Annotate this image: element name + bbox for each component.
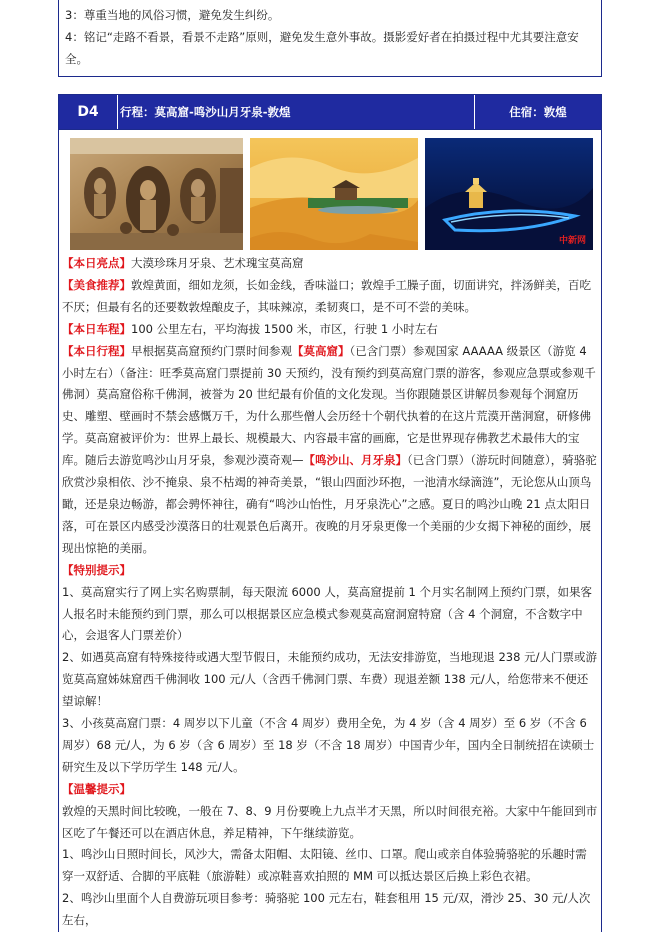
food-line bbox=[62, 275, 598, 319]
warm-item: 2、鸣沙山里面个人自费游玩项目参考：骑骆驼 100 元左右，鞋套租用 15 元/双，滑沙 25、30 元/人次左右， bbox=[62, 891, 591, 928]
highlights-line bbox=[62, 253, 598, 275]
day-route: 行程：莫高窟-鸣沙山月牙泉-敦煌 bbox=[117, 95, 474, 129]
itinerary-paragraph bbox=[62, 341, 598, 560]
special-tag: 【特别提示】 bbox=[62, 562, 131, 577]
photo-watermark: 中新网 bbox=[559, 236, 587, 246]
itinerary-text: （已含门票）参观国家 AAAAA 级景区（游览 4 小时左右）（备注：旺季莫高窟门票提前 30 天预约，没有预约到莫高窟门票的游客，参观应急票或参观千佛洞）莫高窟俗称千佛洞，被誉为 20 世纪最有价值的文化发现。当你跟随景区讲解员参观每个洞窟历史、雕塑、壁画时不禁会感慨万千，为什么那些僧人会历经十个朝代执着的在这片荒漠开凿洞窟，研修佛学。莫高窟被评价为：世界上最长、规模最大、内容最丰富的画廊，它是世界现存佛教艺术最伟大的宝库。随后去游览鸣沙山月牙泉，参观沙漠奇观— bbox=[62, 343, 596, 468]
note-item: 4：铭记“走路不看景，看景不走路”原则，避免发生意外事故。摄影爱好者在拍摄过程中尤其要注意安全。 bbox=[65, 30, 579, 66]
crescent-lake-desert-photo bbox=[250, 138, 418, 250]
photo-strip bbox=[58, 130, 602, 250]
highlights-text: 大漠珍珠月牙泉、艺术瑰宝莫高窟 bbox=[131, 256, 304, 270]
itinerary-text: （已含门票）（游玩时间随意），骑骆驼欣赏沙泉相依、沙不掩泉、泉不枯竭的神奇美景，“银山四面沙环抱，一池清水绿滴涟”，无论您从山顶鸟瞰，还是泉边畅游，都会骋怀神往，确有“鸣沙山怡性，月牙泉洗心”之感。夏日的鸣沙山晚 21 点太阳日落，可在景区内感受沙漠落日的壮观景色后离开。夜晚的月牙泉更像一个美丽的少女揭下神秘的面纱，展现出惊艳的美丽。 bbox=[62, 453, 597, 555]
previous-day-notes bbox=[58, 0, 602, 77]
day-stay: 住宿：敦煌 bbox=[474, 95, 601, 129]
warm-tag-line bbox=[62, 779, 598, 801]
warm-item: 1、鸣沙山日照时间长，风沙大，需备太阳帽、太阳镜、丝巾、口罩。爬山或亲自体验骑骆驼的乐趣时需穿一双舒适、合脚的平底鞋（旅游鞋）或凉鞋喜欢拍照的 MM 可以抵达景区后换上彩色衣裙。 bbox=[62, 847, 587, 884]
special-tag-line bbox=[62, 560, 598, 582]
mogao-grottoes-photo bbox=[70, 138, 243, 250]
note-item: 3：尊重当地的风俗习惯，避免发生纠纷。 bbox=[65, 8, 280, 22]
mingsha-highlight: 【鸣沙山、月牙泉】 bbox=[303, 453, 407, 468]
warm-item: 敦煌的天黑时间比较晚，一般在 7、8、9 月份要晚上九点半才天黑，所以时间很充裕。大家中午能回到市区吃了午餐还可以在酒店休息，养足精神，下午继续游览。 bbox=[62, 803, 598, 840]
mogao-highlight: 【莫高窟】 bbox=[292, 343, 350, 358]
itinerary-page bbox=[58, 0, 602, 932]
crescent-lake-night-photo bbox=[425, 138, 593, 250]
special-item: 3、小孩莫高窟门票：4 周岁以下儿童（不含 4 周岁）费用全免，为 4 岁（含 4 周岁）至 6 岁（不含 6 周岁）68 元/人，为 6 岁（含 6 周岁）至 18 岁（不含 18 周岁）中国青少年，国内全日制统招在读硕士研究生及以下学历学生 148 元/人。 bbox=[62, 716, 595, 774]
food-text: 敦煌黄面，细如龙须，长如金线，香味溢口；敦煌手工臊子面，切面讲究，拌汤鲜美，百吃不厌；但最有名的还要数敦煌酿皮子，其味辣凉，柔韧爽口，是不可不尝的美味。 bbox=[62, 277, 591, 314]
day-label: D4 bbox=[59, 95, 117, 129]
day-header bbox=[58, 94, 602, 130]
special-item: 1、莫高窟实行了网上实名购票制，每天限流 6000 人，莫高窟提前 1 个月实名制网上预约门票，如果客人报名时未能预约到门票，那么可以根据景区应急模式参观莫高窟洞窟特窟（含 4 个洞窟，不含数字中心，会退客人门票差价） bbox=[62, 584, 593, 643]
food-tag: 【美食推荐】 bbox=[62, 277, 131, 292]
drive-line bbox=[62, 319, 598, 341]
itinerary-text: 早根据莫高窟预约门票时间参观 bbox=[131, 343, 292, 358]
warm-tag: 【温馨提示】 bbox=[62, 781, 131, 796]
drive-tag: 【本日车程】 bbox=[62, 321, 131, 336]
highlights-tag: 【本日亮点】 bbox=[62, 256, 131, 270]
special-item: 2、如遇莫高窟有特殊接待或遇大型节假日，未能预约成功，无法安排游览，当地现退 238 元/人门票或游览莫高窟姊妹窟西千佛洞收 100 元/人（含西千佛洞门票、车费）现退差额 138 元/人，给您带来不便还望谅解！ bbox=[62, 650, 597, 709]
itinerary-tag: 【本日行程】 bbox=[62, 343, 131, 358]
drive-text: 100 公里左右，平均海拔 1500 米，市区，行驶 1 小时左右 bbox=[131, 321, 438, 336]
day-content bbox=[58, 250, 602, 932]
